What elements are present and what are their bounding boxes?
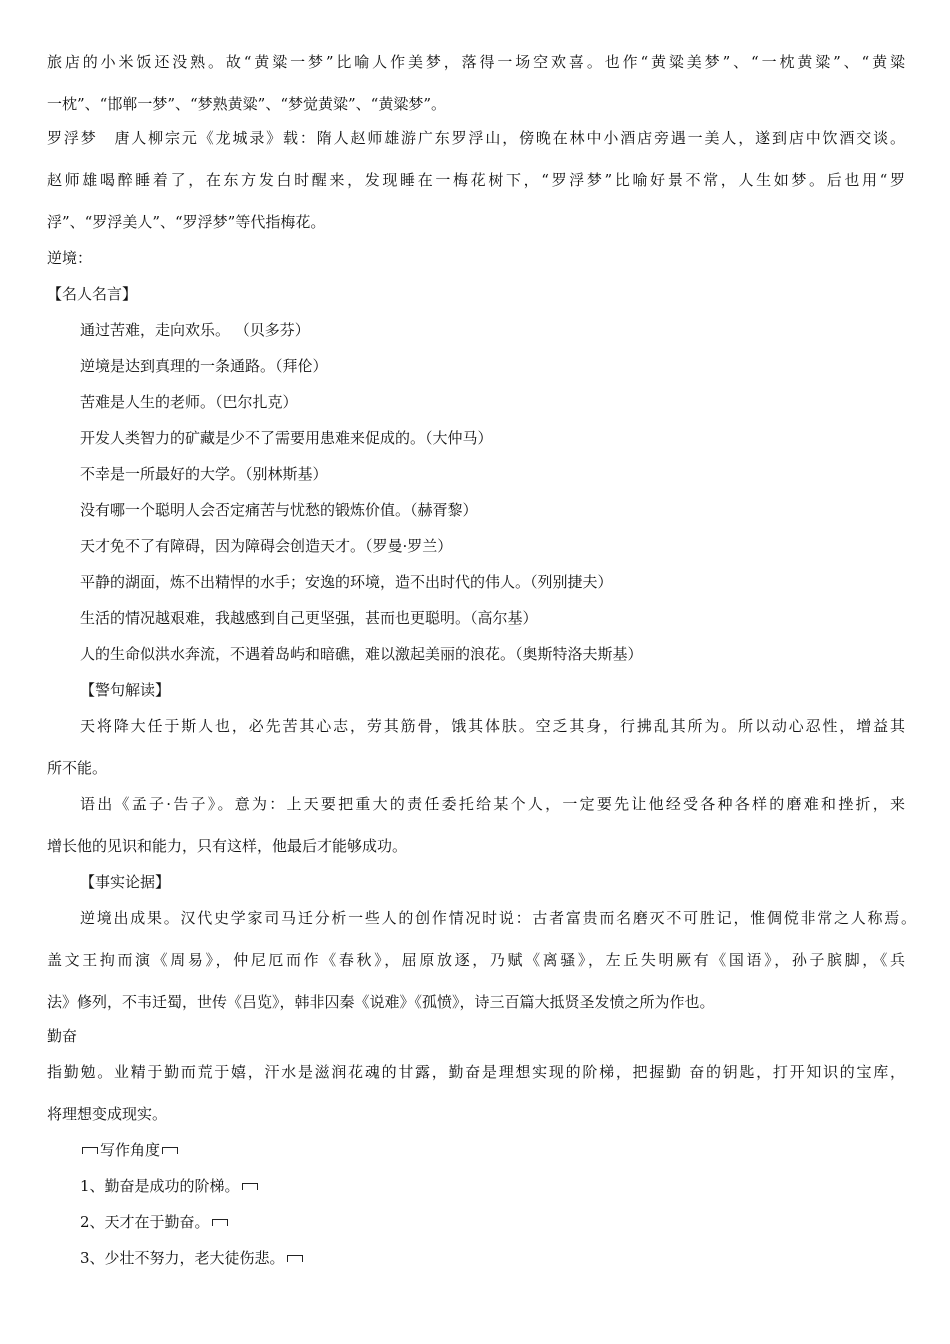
quote-item: 平静的湖面，炼不出精悍的水手；安逸的环境，造不出时代的伟人。（列别捷夫） (80, 573, 613, 591)
paragraph-line: 语出《孟子·告子》。意为：上天要把重大的责任委托给某个人，一定要先让他经受各种各样的磨难和挫折，来 (80, 795, 905, 813)
paragraph-line: 赵师雄喝醉睡着了，在东方发白时醒来，发现睡在一梅花树下，“罗浮梦”比喻好景不常，人生如梦。后也用“罗 (47, 171, 905, 189)
section-heading: 逆境： (47, 249, 93, 267)
list-item (80, 1212, 230, 1232)
list-item-text: 2、天才在于勤奋。 (80, 1213, 210, 1231)
writing-angle-heading (80, 1140, 180, 1160)
quote-item: 开发人类智力的矿藏是少不了需要用患难来促成的。（大仲马） (80, 429, 493, 447)
bookmark-marker-icon (212, 1219, 228, 1226)
quote-item: 逆境是达到真理的一条通路。（拜伦） (80, 357, 328, 375)
quote-item: 人的生命似洪水奔流，不遇着岛屿和暗礁，难以激起美丽的浪花。（奥斯特洛夫斯基） (80, 645, 643, 663)
quote-item: 不幸是一所最好的大学。（别林斯基） (80, 465, 328, 483)
section-heading: 【警句解读】 (80, 681, 171, 699)
quote-item: 通过苦难，走向欢乐。 （贝多芬） (80, 321, 310, 339)
paragraph-line: 浮”、“罗浮美人”、“罗浮梦”等代指梅花。 (47, 213, 326, 231)
paragraph-line: 天将降大任于斯人也，必先苦其心志，劳其筋骨，饿其体肤。空乏其身，行拂乱其所为。所以动心忍性，增益其 (80, 717, 905, 735)
paragraph-line: 一枕”、“邯郸一梦”、“梦熟黄粱”、“梦觉黄粱”、“黄粱梦”。 (47, 95, 447, 113)
list-item-text: 1、勤奋是成功的阶梯。 (80, 1177, 240, 1195)
quote-item: 生活的情况越艰难，我越感到自己更坚强，甚而也更聪明。（高尔基） (80, 609, 538, 627)
list-item (80, 1176, 260, 1196)
section-heading: 【事实论据】 (80, 873, 171, 891)
quote-item: 苦难是人生的老师。（巴尔扎克） (80, 393, 298, 411)
paragraph-line: 盖文王拘而演《周易》，仲尼厄而作《春秋》，屈原放逐，乃赋《离骚》，左丘失明厥有《国语》，孙子膑脚，《兵 (47, 951, 905, 969)
bookmark-marker-icon (162, 1147, 178, 1154)
paragraph-line: 罗浮梦 唐人柳宗元《龙城录》载：隋人赵师雄游广东罗浮山，傍晚在林中小酒店旁遇一美人，遂到店中饮酒交谈。 (47, 129, 905, 147)
paragraph-line: 旅店的小米饭还没熟。故“黄粱一梦”比喻人作美梦，落得一场空欢喜。也作“黄粱美梦”、“一枕黄粱”、“黄粱 (47, 53, 905, 71)
paragraph-line: 所不能。 (47, 759, 108, 777)
list-item-text: 3、少壮不努力，老大徒伤悲。 (80, 1249, 285, 1267)
paragraph-line: 逆境出成果。汉代史学家司马迁分析一些人的创作情况时说：古者富贵而名磨灭不可胜记，惟倜傥非常之人称焉。 (80, 909, 916, 927)
bookmark-marker-icon (242, 1183, 258, 1190)
list-item (80, 1248, 305, 1268)
paragraph-line: 法》修列，不韦迁蜀，世传《吕览》，韩非囚秦《说难》《孤愤》，诗三百篇大抵贤圣发愤之所为作也。 (47, 993, 715, 1011)
quote-item: 天才免不了有障碍，因为障碍会创造天才。（罗曼·罗兰） (80, 537, 453, 555)
bookmark-marker-icon (82, 1147, 98, 1154)
paragraph-line: 增长他的见识和能力，只有这样，他最后才能够成功。 (47, 837, 408, 855)
quote-item: 没有哪一个聪明人会否定痛苦与忧愁的锻炼价值。（赫胥黎） (80, 501, 478, 519)
bookmark-marker-icon (287, 1255, 303, 1262)
section-heading: 【名人名言】 (47, 285, 138, 303)
section-heading: 勤奋 (47, 1027, 78, 1045)
paragraph-line: 将理想变成现实。 (47, 1105, 168, 1123)
paragraph-line: 指勤勉。业精于勤而荒于嬉，汗水是滋润花魂的甘露，勤奋是理想实现的阶梯，把握勤 奋的钥匙，打开知识的宝库， (47, 1063, 905, 1081)
writing-angle-label: 写作角度 (100, 1141, 161, 1159)
